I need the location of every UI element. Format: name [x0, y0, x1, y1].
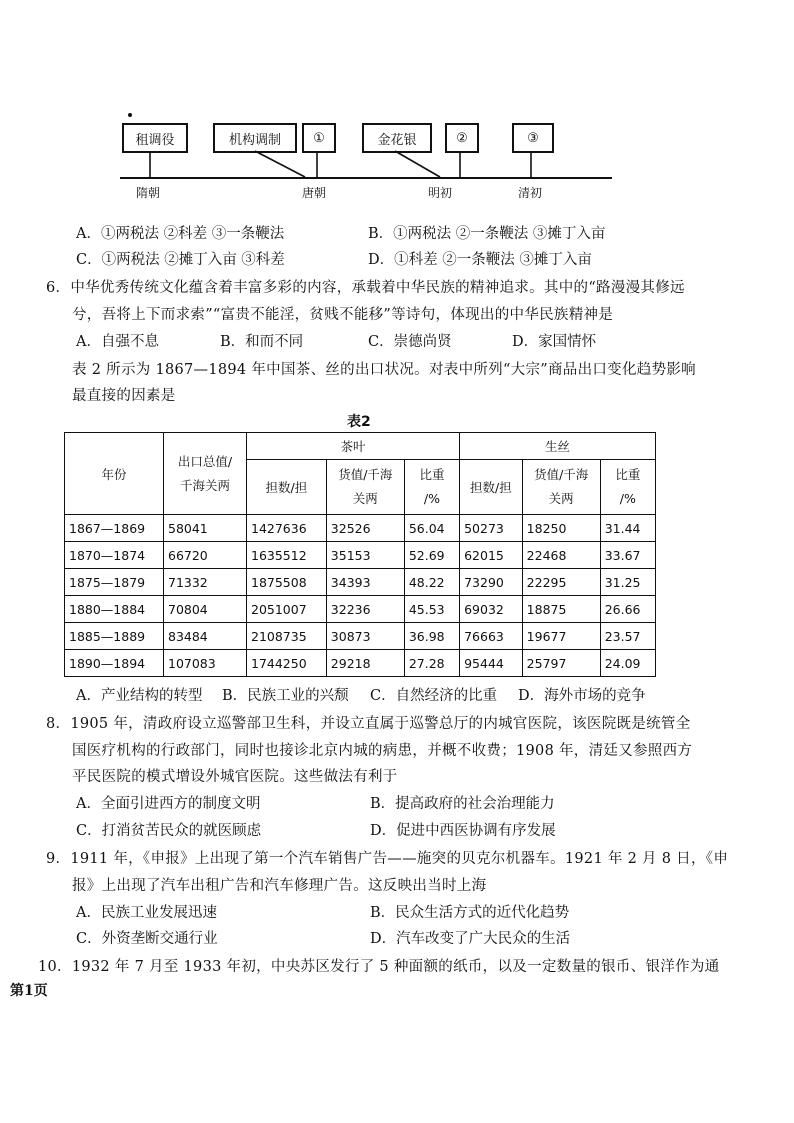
table-cell: 69032	[460, 596, 523, 623]
q9-option-a: A．民族工业发展迅速	[76, 905, 217, 921]
page-number: 第1页	[10, 983, 48, 999]
q7-option-a: A．产业结构的转型	[76, 688, 203, 704]
header-total-line2: 千海关两	[179, 477, 230, 493]
export-table	[64, 432, 656, 677]
table-cell: 45.53	[404, 596, 459, 623]
table-cell: 1890—1894	[65, 650, 164, 677]
table-row	[65, 596, 656, 623]
table-cell: 2051007	[247, 596, 327, 623]
table-cell: 24.09	[600, 650, 655, 677]
table-cell: 70804	[164, 596, 247, 623]
timeline-box-jigou: 机构调制	[213, 123, 297, 153]
table-cell: 48.22	[404, 569, 459, 596]
table-cell: 1880—1884	[65, 596, 164, 623]
q8-stem-line1: 8．1905 年，清政府设立巡警部卫生科，并设立直属于巡警总厅的内城官医院，该医院既是统管全	[46, 716, 691, 732]
timeline-box-blank-2: ②	[445, 123, 479, 153]
header-silk-value-line2: 关两	[548, 491, 574, 506]
table-cell: 52.69	[404, 542, 459, 569]
header-tea-dan: 担数/担	[247, 460, 327, 515]
q7-option-d: D．海外市场的竞争	[518, 688, 646, 704]
q7-option-c: C．自然经济的比重	[370, 688, 498, 704]
q8-option-b: B．提高政府的社会治理能力	[370, 796, 555, 812]
table-cell: 34393	[326, 569, 404, 596]
table-cell: 36.98	[404, 623, 459, 650]
q8-option-a: A．全面引进西方的制度文明	[76, 796, 261, 812]
table-cell: 1870—1874	[65, 542, 164, 569]
table-row	[65, 569, 656, 596]
q6-option-c: C．崇德尚贤	[368, 334, 452, 350]
q7-option-b: B．民族工业的兴颓	[222, 688, 349, 704]
table-cell: 26.66	[600, 596, 655, 623]
q10-stem-line1: 10．1932 年 7 月至 1933 年初，中央苏区发行了 5 种面额的纸币，以及一定数量的银币、银洋作为通	[38, 959, 720, 975]
header-total	[164, 433, 247, 515]
table-cell: 95444	[460, 650, 523, 677]
table-cell: 22468	[522, 542, 600, 569]
header-tea-value	[326, 460, 404, 515]
header-silk-ratio	[600, 460, 655, 515]
q8-option-c: C．打消贫苦民众的就医顾虑	[76, 823, 262, 839]
q9-option-d: D．汽车改变了广大民众的生活	[370, 931, 571, 947]
table-cell: 29218	[326, 650, 404, 677]
q6-option-b: B．和而不同	[220, 334, 304, 350]
q6-option-d: D．家国情怀	[512, 334, 597, 350]
header-year: 年份	[65, 433, 164, 515]
timeline-era-ming: 明初	[428, 186, 453, 200]
timeline-box-zudiaoyi: 租调役	[122, 123, 188, 153]
table-cell: 83484	[164, 623, 247, 650]
table-cell: 107083	[164, 650, 247, 677]
q6-stem-line1: 6．中华优秀传统文化蕴含着丰富多彩的内容，承载着中华民族的精神追求。其中的“路漫漫其修远	[46, 280, 685, 296]
table-cell: 2108735	[247, 623, 327, 650]
q8-option-d: D．促进中西医协调有序发展	[370, 823, 556, 839]
table-cell: 66720	[164, 542, 247, 569]
table-cell: 31.44	[600, 515, 655, 542]
table-cell: 25797	[522, 650, 600, 677]
q6-stem-line2: 兮，吾将上下而求索”“富贵不能淫，贫贱不能移”等诗句，体现出的中华民族精神是	[72, 307, 614, 323]
table-cell: 18875	[522, 596, 600, 623]
export-table-body	[65, 515, 656, 677]
q5-option-a: A．①两税法 ②科差 ③一条鞭法	[76, 226, 285, 242]
table-row	[65, 623, 656, 650]
header-tea-value-line2: 关两	[352, 491, 378, 506]
table-cell: 32236	[326, 596, 404, 623]
table-cell: 30873	[326, 623, 404, 650]
table-cell: 1867—1869	[65, 515, 164, 542]
table-cell: 1875508	[247, 569, 327, 596]
table-cell: 31.25	[600, 569, 655, 596]
q5-option-d: D．①科差 ②一条鞭法 ③摊丁入亩	[368, 252, 592, 268]
timeline-connectors	[0, 0, 794, 200]
table-cell: 23.57	[600, 623, 655, 650]
table-row	[65, 542, 656, 569]
table-cell: 71332	[164, 569, 247, 596]
table-cell: 32526	[326, 515, 404, 542]
q7-stem-line2: 最直接的因素是	[72, 388, 176, 404]
header-total-line1: 出口总值/	[177, 453, 233, 469]
q6-option-a: A．自强不息	[76, 334, 159, 350]
q7-stem-line1: 表 2 所示为 1867—1894 年中国茶、丝的出口状况。对表中所列“大宗”商品出口变化趋势影响	[72, 362, 696, 378]
table-cell: 33.67	[600, 542, 655, 569]
header-silk-dan: 担数/担	[460, 460, 523, 515]
header-silk-ratio-line2: /%	[619, 491, 636, 506]
header-tea-ratio-line1: 比重	[419, 467, 445, 482]
header-tea: 茶叶	[247, 433, 460, 460]
q9-option-b: B．民众生活方式的近代化趋势	[370, 905, 570, 921]
table-cell: 1635512	[247, 542, 327, 569]
timeline-era-sui: 隋朝	[136, 186, 161, 200]
table-cell: 18250	[522, 515, 600, 542]
q9-option-c: C．外资垄断交通行业	[76, 931, 218, 947]
header-silk-value-line1: 货值/千海	[534, 467, 589, 482]
header-tea-ratio	[404, 460, 459, 515]
header-silk-value	[522, 460, 600, 515]
q5-option-c: C．①两税法 ②摊丁入亩 ③科差	[76, 252, 285, 268]
table-cell: 62015	[460, 542, 523, 569]
q9-stem-line2: 报》上出现了汽车出租广告和汽车修理广告。这反映出当时上海	[72, 878, 487, 894]
q9-stem-line1: 9．1911 年，《申报》上出现了第一个汽车销售广告——施突的贝克尔机器车。1921 年 2 月 8 日，《申	[46, 851, 729, 867]
timeline-box-blank-3: ③	[512, 123, 554, 153]
q8-stem-line3: 平民医院的模式增设外城官医院。这些做法有利于	[72, 769, 398, 785]
header-silk: 生丝	[460, 433, 656, 460]
q8-stem-line2: 国医疗机构的行政部门，同时也接诊北京内城的病患，并概不收费；1908 年，清廷又参照西方	[72, 743, 693, 759]
table-cell: 1427636	[247, 515, 327, 542]
q5-option-b: B．①两税法 ②一条鞭法 ③摊丁入亩	[368, 226, 606, 242]
table-cell: 1885—1889	[65, 623, 164, 650]
table-title: 表2	[347, 414, 371, 430]
table-cell: 76663	[460, 623, 523, 650]
timeline-era-qing: 清初	[518, 186, 543, 200]
header-silk-ratio-line1: 比重	[615, 467, 641, 482]
timeline-box-blank-1: ①	[302, 123, 336, 153]
table-cell: 56.04	[404, 515, 459, 542]
table-cell: 35153	[326, 542, 404, 569]
table-row	[65, 650, 656, 677]
table-row	[65, 515, 656, 542]
timeline-era-tang: 唐朝	[302, 186, 327, 200]
table-cell: 27.28	[404, 650, 459, 677]
table-cell: 58041	[164, 515, 247, 542]
table-cell: 73290	[460, 569, 523, 596]
table-cell: 50273	[460, 515, 523, 542]
header-tea-ratio-line2: /%	[423, 491, 440, 506]
table-cell: 19677	[522, 623, 600, 650]
table-cell: 1744250	[247, 650, 327, 677]
table-cell: 22295	[522, 569, 600, 596]
header-tea-value-line1: 货值/千海	[338, 467, 393, 482]
timeline-box-jinhuayin: 金花银	[362, 123, 432, 153]
table-cell: 1875—1879	[65, 569, 164, 596]
